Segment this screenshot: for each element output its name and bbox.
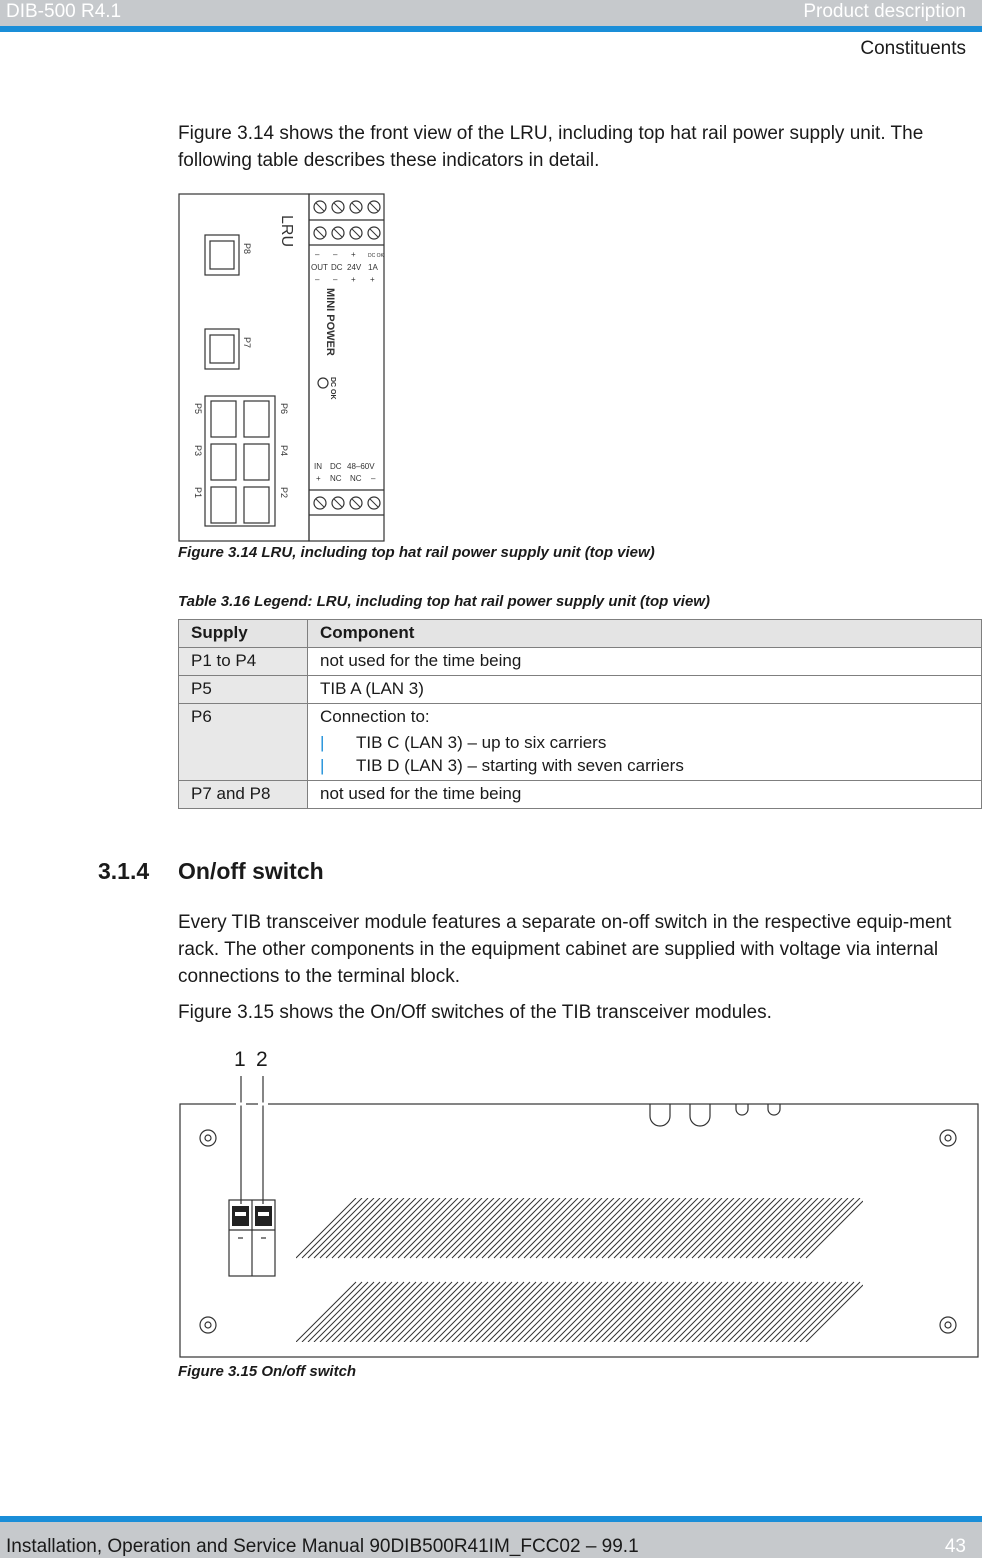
psu-label: MINI POWER [324,288,336,356]
psu-top-r3-d: + [370,275,375,284]
psu-top-r1-d: DC OK [368,253,384,259]
port-label-p6: P6 [279,403,289,415]
bullet-text: TIB D (LAN 3) – starting with seven carriers [356,756,684,775]
table-row [179,648,982,676]
port-label-p4: P4 [279,445,289,457]
psu-top-r3-b: – [333,275,338,284]
port-label-p3: P3 [193,445,203,457]
component-cell [308,704,982,781]
table-header-row [179,620,982,648]
port-label-p8: P8 [242,243,252,255]
port-label-p5: P5 [193,403,203,415]
footer-manual-title: Installation, Operation and Service Manual 90DIB500R41IM_FCC02 – 99.1 [6,1536,639,1557]
supply-cell: P6 [179,704,308,781]
table-3-16-caption: Table 3.16 Legend: LRU, including top hat rail power supply unit (top view) [178,593,710,610]
bullet-text: TIB C (LAN 3) – up to six carriers [356,733,607,752]
psu-bottom-r1-b: DC [330,462,342,471]
page-number: 43 [944,1536,966,1557]
section-heading: On/off switch [178,858,324,884]
intro-paragraph: Figure 3.14 shows the front view of the LRU, including top hat rail power supply unit. The following table describes these indicators in detail. [178,123,924,171]
psu-top-r1-c: + [351,250,356,259]
psu-led-label: DC OK [329,377,336,400]
psu-bottom-r2-c: NC [350,474,362,483]
section-paragraph-2: Figure 3.15 shows the On/Off switches of the TIB transceiver modules. [178,1002,772,1023]
ventilation-slots [296,1198,863,1342]
port-label-p7: P7 [242,337,252,349]
bullet-marker: | [320,756,325,775]
port-label-p1: P1 [193,487,203,499]
table-row [179,704,982,781]
psu-top-r1-b: – [333,250,338,259]
psu-top-r2-b: DC [331,263,343,272]
lru-figure [178,193,386,543]
psu-bottom-r2-b: NC [330,474,342,483]
section-number: 3.1.4 [98,858,150,884]
psu-top-r3-c: + [351,275,356,284]
psu-top-r2-a: OUT [311,263,328,272]
callout-1: 1 [234,1048,246,1071]
psu-top-r1-a: – [315,250,320,259]
bullet-item [320,731,969,777]
figure-3-15-caption: Figure 3.15 On/off switch [178,1363,357,1380]
callout-2: 2 [256,1048,268,1071]
table-row [179,781,982,809]
supply-cell: P1 to P4 [179,648,308,676]
psu-top-r2-d: 1A [368,263,378,272]
section-title: Constituents [860,38,966,59]
supply-cell: P7 and P8 [179,781,308,809]
legend-table [178,619,982,809]
section-paragraph-1: Every TIB transceiver module features a separate on-off switch in the respective equip-ment rack. The other components in the equipment cabinet are supplied with voltage via internal connections to the terminal block. [178,912,952,987]
component-cell: not used for the time being [308,781,982,809]
bullet-marker: | [320,733,325,752]
doc-title: DIB-500 R4.1 [6,1,122,22]
table-header-supply: Supply [179,620,308,648]
table-row [179,676,982,704]
supply-cell: P5 [179,676,308,704]
header-accent-line [0,26,982,32]
psu-bottom-r2-d: – [371,474,376,483]
psu-bottom-r1-c: 48–60V [347,462,375,471]
port-label-p2: P2 [279,487,289,499]
component-intro: Connection to: [320,707,430,726]
component-cell: TIB A (LAN 3) [308,676,982,704]
component-cell: not used for the time being [308,648,982,676]
psu-top-r3-a: – [315,275,320,284]
psu-bottom-r2-a: + [316,474,321,483]
psu-bottom-r1-a: IN [314,462,322,471]
psu-top-r2-c: 24V [347,263,362,272]
table-header-component: Component [308,620,982,648]
figure-3-14-caption: Figure 3.14 LRU, including top hat rail power supply unit (top view) [178,544,655,561]
on-off-switch-figure [178,1044,980,1360]
lru-label: LRU [278,215,295,248]
chapter-title: Product description [803,1,966,22]
